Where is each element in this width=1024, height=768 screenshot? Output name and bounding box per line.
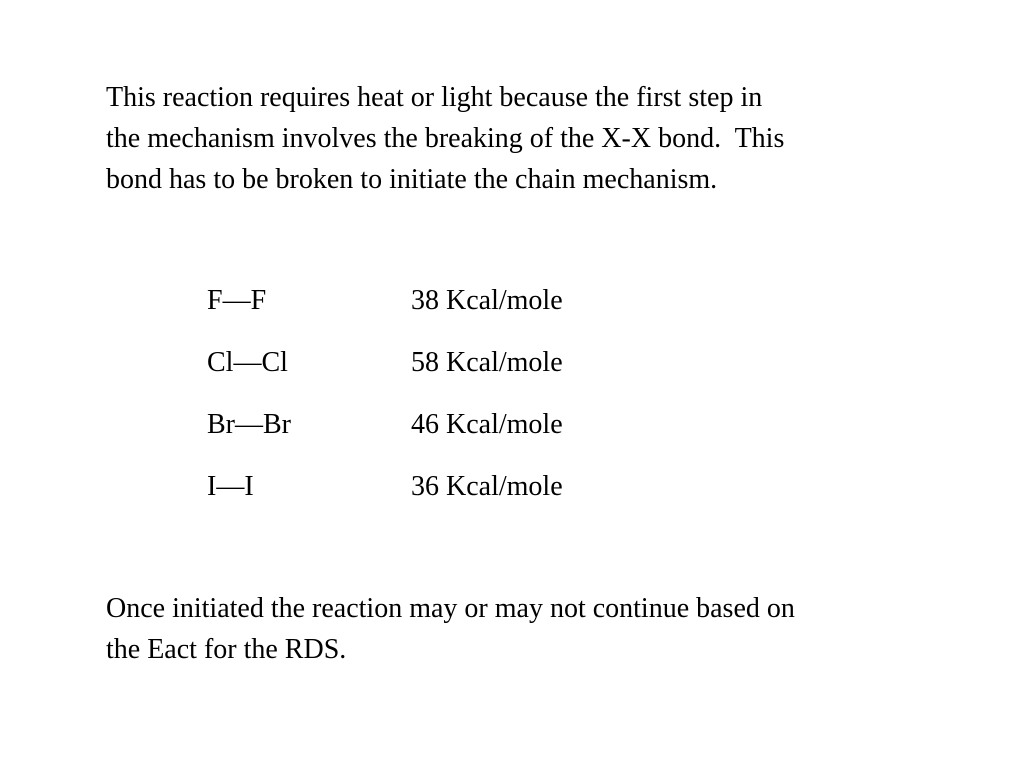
bond-row-br2 (207, 404, 563, 466)
bond-energy: 46 Kcal/mole (411, 409, 563, 440)
bond-name: F—F (207, 285, 267, 316)
bond-name: I—I (207, 471, 254, 502)
bond-energy: 38 Kcal/mole (411, 285, 563, 316)
bond-row-i2 (207, 466, 563, 528)
outro-line: the Eact for the RDS. (106, 634, 347, 665)
intro-line: bond has to be broken to initiate the chain mechanism. (106, 164, 718, 195)
bond-energy: 58 Kcal/mole (411, 347, 563, 378)
intro-line: This reaction requires heat or light because the first step in (106, 82, 763, 113)
bond-name: Cl—Cl (207, 347, 288, 378)
bond-energy: 36 Kcal/mole (411, 471, 563, 502)
outro-paragraph (106, 588, 795, 670)
bond-name: Br—Br (207, 409, 291, 440)
bond-row-f2 (207, 280, 563, 342)
bond-energy-table (207, 280, 563, 528)
outro-line: Once initiated the reaction may or may not continue based on (106, 593, 795, 624)
bond-row-cl2 (207, 342, 563, 404)
intro-paragraph (106, 77, 784, 200)
intro-line: the mechanism involves the breaking of the X-X bond. This (106, 123, 785, 154)
